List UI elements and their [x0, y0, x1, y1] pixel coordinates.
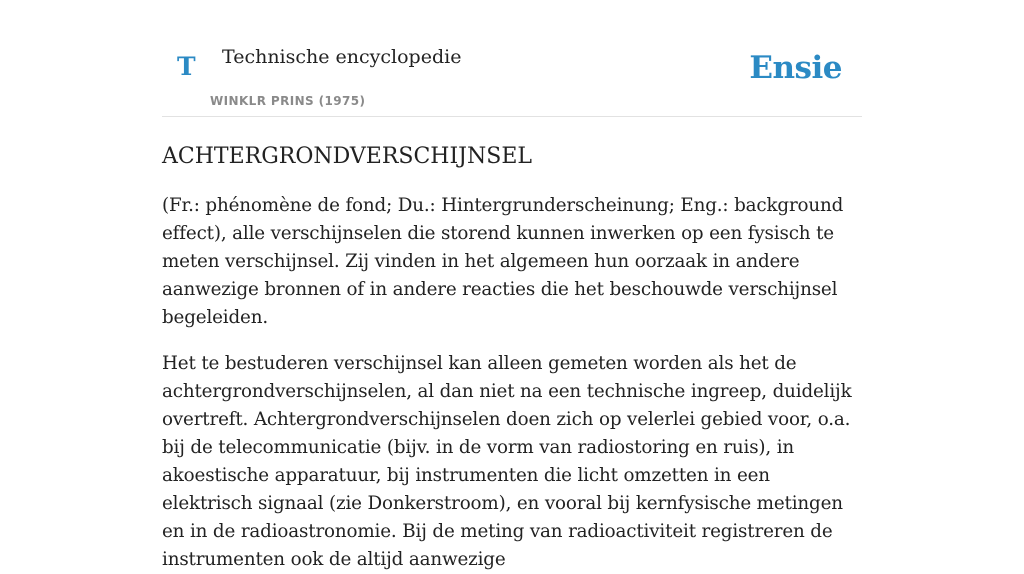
publication-title[interactable]: Technische encyclopedie	[222, 46, 462, 68]
entry-title: ACHTERGRONDVERSCHIJNSEL	[162, 144, 532, 169]
entry-paragraph: (Fr.: phénomène de fond; Du.: Hintergrunderscheinung; Eng.: background effect), alle verschijnselen die storend kunnen inwerken op een fysisch te meten verschijnsel. Zij vinden in het algemeen hun oorzaak in andere aanwezige bronnen of in andere reacties die het beschouwde verschijnsel begeleiden.	[162, 194, 844, 328]
brand-logo[interactable]: Ensie	[749, 50, 842, 86]
publication-logo-icon[interactable]: T	[177, 52, 196, 81]
page-content	[162, 0, 862, 574]
publication-subtitle: WINKLR PRINS (1975)	[210, 94, 366, 108]
entry-paragraph: Het te bestuderen verschijnsel kan alleen gemeten worden als het de achtergrondverschijnselen, al dan niet na een technische ingreep, duidelijk overtreft. Achtergrondverschijnselen doen zich op velerlei gebied voor, o.a. bij de telecommunicatie (bijv. in de vorm van radiostoring en ruis), in akoestische apparatuur, bij instrumenten die licht omzetten in een elektrisch signaal (zie Donkerstroom), en vooral bij kernfysische metingen en in de radioastronomie. Bij de meting van radioactiviteit registreren de instrumenten ook de altijd aanwezige	[162, 352, 852, 570]
publication-header	[162, 0, 862, 117]
